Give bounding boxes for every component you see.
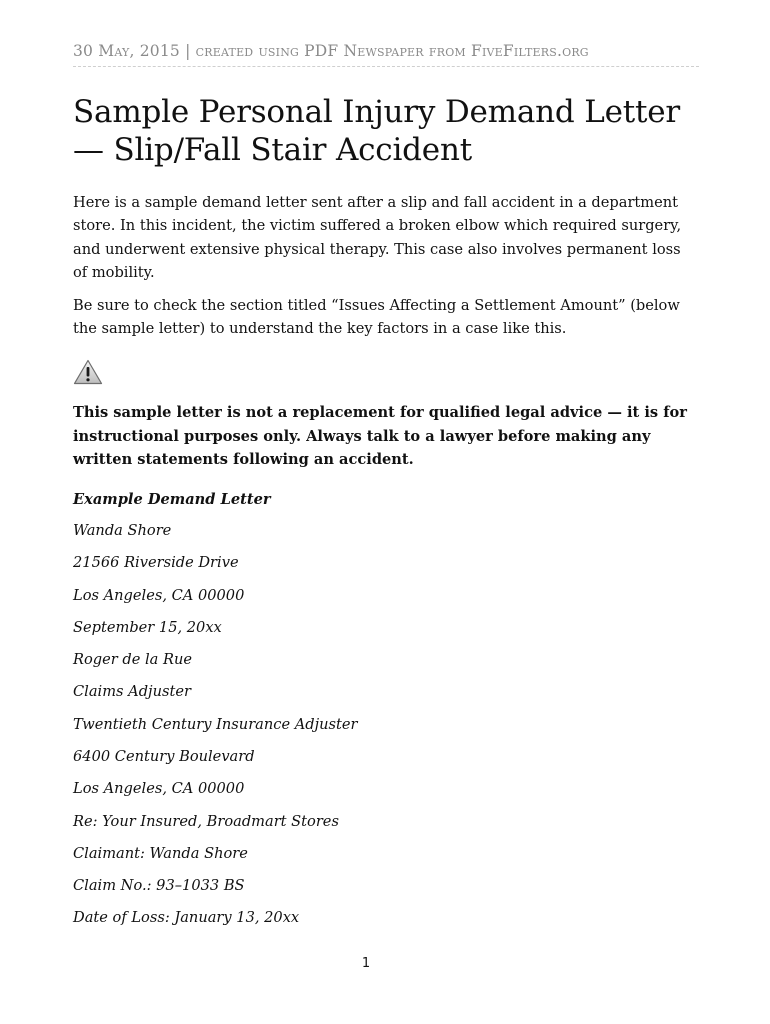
letter-line: Twentieth Century Insurance Adjuster: [73, 715, 358, 733]
letter-line: Claim No.: 93–1033 BS: [73, 877, 245, 895]
example-heading: Example Demand Letter: [73, 490, 271, 508]
legal-disclaimer: This sample letter is not a replacement for qualified legal advice — it is for instructional purposes only. Always talk to a lawyer before making any written statements following an accident.: [73, 404, 687, 469]
settlement-note-paragraph: Be sure to check the section titled “Issues Affecting a Settlement Amount” (below the sample letter) to understand the key factors in a case like this.: [73, 296, 680, 338]
header-date: 30 May, 2015: [73, 42, 180, 60]
letter-line: Claimant: Wanda Shore: [73, 844, 248, 862]
letter-line: 6400 Century Boulevard: [73, 748, 255, 766]
article-title: Sample Personal Injury Demand Letter — Slip/Fall Stair Accident: [73, 94, 681, 168]
page-header: [73, 42, 699, 67]
letter-line: Re: Your Insured, Broadmart Stores: [73, 812, 339, 830]
letter-line: Wanda Shore: [73, 522, 172, 540]
document-page: [73, 0, 699, 939]
letter-line: 21566 Riverside Drive: [73, 554, 239, 572]
letter-line: Los Angeles, CA 00000: [73, 780, 245, 798]
page-number: 1: [361, 956, 371, 971]
letter-line: Los Angeles, CA 00000: [73, 586, 245, 604]
warning-triangle-icon: [73, 359, 103, 385]
letter-line: Roger de la Rue: [73, 651, 193, 669]
letter-line: Claims Adjuster: [73, 683, 191, 701]
letter-address-block: [73, 519, 699, 930]
warning-icon-container: [73, 359, 699, 389]
header-credit: created using PDF Newspaper from FiveFilters.org: [195, 42, 589, 60]
intro-paragraph: Here is a sample demand letter sent after a slip and fall accident in a department store. In this incident, the victim suffered a broken elbow which required surgery, and underwent extensive physical therapy. This case also involves permanent loss of mobility.: [73, 194, 682, 282]
letter-line: September 15, 20xx: [73, 618, 222, 636]
letter-line: Date of Loss: January 13, 20xx: [73, 909, 300, 927]
header-separator: |: [179, 42, 196, 60]
